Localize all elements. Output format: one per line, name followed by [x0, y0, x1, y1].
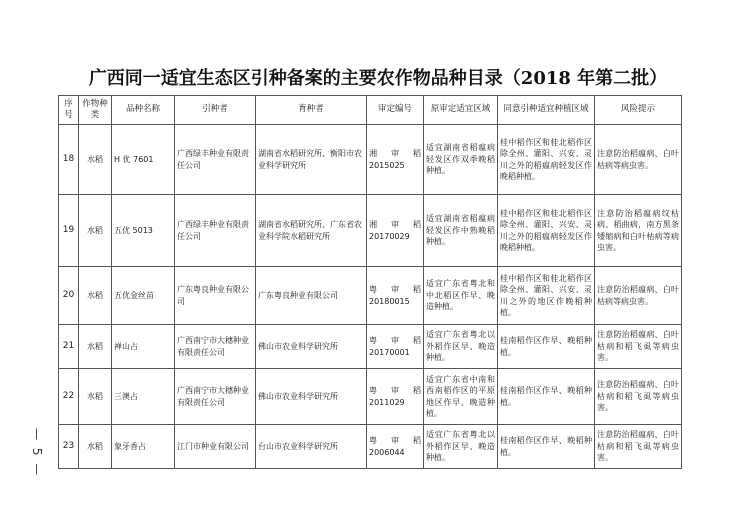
header-seq: 序号 — [59, 96, 79, 125]
cell-introducer: 广西绿丰种业有限责任公司 — [175, 195, 256, 267]
cell-risk: 注意防治稻瘟病、白叶枯病等病虫害。 — [595, 125, 682, 195]
cell-approval: 湘 审 稻 20170029 — [367, 195, 424, 267]
cell-seq: 18 — [59, 125, 79, 195]
cell-crop: 水稻 — [79, 195, 112, 267]
table-row — [59, 125, 682, 195]
cell-risk: 注意防治稻瘟病、白叶枯病和稻飞虱等病虫害。 — [595, 369, 682, 425]
cell-variety: 禅山占 — [112, 325, 175, 369]
header-breeder: 育种者 — [256, 96, 367, 125]
cell-approval: 粤 审 稻 2011029 — [367, 369, 424, 425]
cell-introducer: 广东粤良种业有限公司 — [175, 267, 256, 325]
header-risk: 风险提示 — [595, 96, 682, 125]
cell-variety: 象牙香占 — [112, 425, 175, 469]
cell-risk: 注意防治稻瘟病、白叶枯病等病虫害。 — [595, 267, 682, 325]
table-row — [59, 369, 682, 425]
table-row — [59, 195, 682, 267]
header-approval: 审定编号 — [367, 96, 424, 125]
cell-orig-region: 适宜广东省中南和西南稻作区的平原地区作早、晚造种植。 — [424, 369, 498, 425]
cell-crop: 水稻 — [79, 369, 112, 425]
cell-seq: 19 — [59, 195, 79, 267]
cell-approval: 湘 审 稻 2015025 — [367, 125, 424, 195]
cell-approval: 粤 审 稻 20180015 — [367, 267, 424, 325]
table-row — [59, 267, 682, 325]
cell-introducer: 广西南宁市大穗种业有限责任公司 — [175, 369, 256, 425]
cell-breeder: 广东粤良种业有限公司 — [256, 267, 367, 325]
header-intro-region: 同意引种适宜种植区域 — [498, 96, 595, 125]
cell-variety: 五优 5013 — [112, 195, 175, 267]
cell-risk: 注意防治稻瘟病、白叶枯病和稻飞虱等病虫害。 — [595, 425, 682, 469]
cell-orig-region: 适宜广东省粤北以外稻作区早、晚造种植。 — [424, 425, 498, 469]
cell-introducer: 广西绿丰种业有限责任公司 — [175, 125, 256, 195]
cell-intro-region: 桂南稻作区作早、晚稻种植。 — [498, 369, 595, 425]
page-title: 广西同一适宜生态区引种备案的主要农作物品种目录（2018 年第二批） — [88, 68, 668, 89]
page-number: — 5 — — [30, 428, 44, 478]
cell-variety: 三澳占 — [112, 369, 175, 425]
cell-intro-region: 桂中稻作区和桂北稻作区除全州、灌阳、兴安、灵川之外的稻瘟病轻发区作晚稻种植。 — [498, 125, 595, 195]
variety-table — [58, 95, 682, 469]
cell-orig-region: 适宜湖南省稻瘟病轻发区作双季晚稻种植。 — [424, 125, 498, 195]
cell-introducer: 广西南宁市大穗种业有限责任公司 — [175, 325, 256, 369]
cell-breeder: 佛山市农业科学研究所 — [256, 325, 367, 369]
cell-variety: 五优金丝苗 — [112, 267, 175, 325]
cell-approval: 粤 审 稻 2006044 — [367, 425, 424, 469]
header-orig-region: 原审定适宜区域 — [424, 96, 498, 125]
cell-seq: 22 — [59, 369, 79, 425]
cell-seq: 20 — [59, 267, 79, 325]
cell-breeder: 湖南省水稻研究所、衡阳市农业科学研究所 — [256, 125, 367, 195]
cell-breeder: 佛山市农业科学研究所 — [256, 369, 367, 425]
cell-crop: 水稻 — [79, 125, 112, 195]
cell-orig-region: 适宜广东省粤北以外稻作区早、晚造种植。 — [424, 325, 498, 369]
header-crop: 作物种类 — [79, 96, 112, 125]
cell-risk: 注意防治稻瘟病、白叶枯病和稻飞虱等病虫害。 — [595, 325, 682, 369]
cell-crop: 水稻 — [79, 267, 112, 325]
cell-intro-region: 桂中稻作区和桂北稻作区除全州、灌阳、兴安、灵川之外的地区作晚稻种植。 — [498, 267, 595, 325]
cell-introducer: 江门市种业有限公司 — [175, 425, 256, 469]
cell-seq: 23 — [59, 425, 79, 469]
cell-approval: 粤 审 稻 20170001 — [367, 325, 424, 369]
header-variety: 品种名称 — [112, 96, 175, 125]
header-introducer: 引种者 — [175, 96, 256, 125]
cell-seq: 21 — [59, 325, 79, 369]
cell-breeder: 台山市农业科学研究所 — [256, 425, 367, 469]
cell-orig-region: 适宜广东省粤北和中北稻区作早、晚造种植。 — [424, 267, 498, 325]
table-row — [59, 425, 682, 469]
cell-crop: 水稻 — [79, 425, 112, 469]
cell-risk: 注意防治稻瘟病纹枯病、稻曲病，南方黑条矮缩病和白叶枯病等病虫害。 — [595, 195, 682, 267]
cell-intro-region: 桂南稻作区作早、晚稻种植。 — [498, 425, 595, 469]
cell-intro-region: 桂南稻作区作早、晚稻种植。 — [498, 325, 595, 369]
cell-breeder: 湖南省水稻研究所、广东省农业科学院水稻研究所 — [256, 195, 367, 267]
table-row — [59, 325, 682, 369]
cell-orig-region: 适宜湖南省稻瘟病轻发区作中熟晚稻种植。 — [424, 195, 498, 267]
cell-intro-region: 桂中稻作区和桂北稻作区除全州、灌阳、兴安、灵川之外的稻瘟病轻发区作晚稻种植。 — [498, 195, 595, 267]
table-header-row — [59, 96, 682, 125]
cell-crop: 水稻 — [79, 325, 112, 369]
cell-variety: H 优 7601 — [112, 125, 175, 195]
